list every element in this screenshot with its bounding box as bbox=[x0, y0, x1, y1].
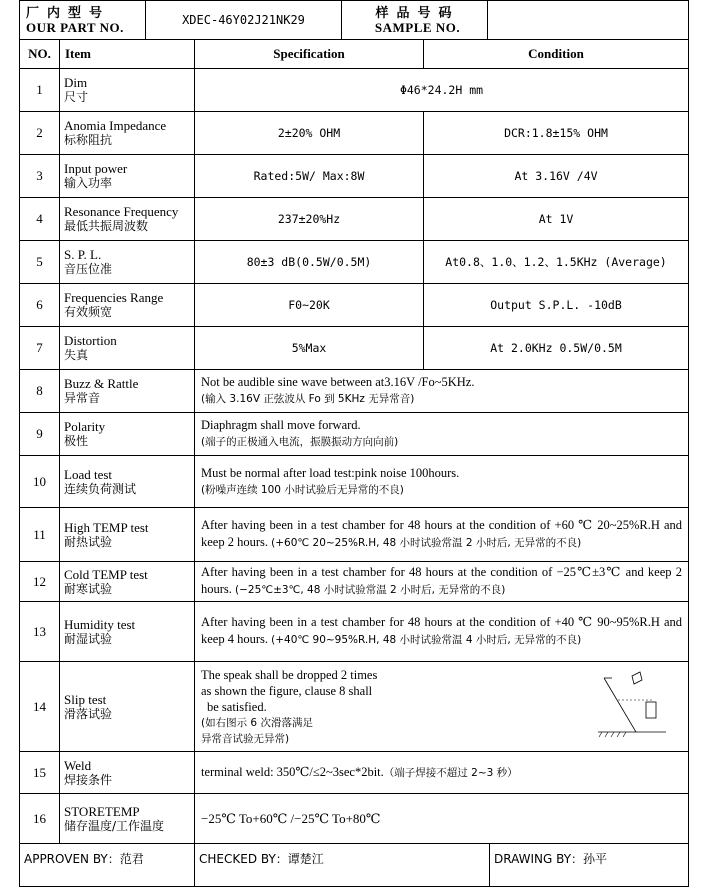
row-item bbox=[60, 602, 195, 662]
sample-no-label-zh: 样品号码 bbox=[375, 5, 460, 20]
row-item bbox=[60, 241, 195, 284]
spec-table bbox=[19, 39, 689, 844]
row-condition: At 2.0KHz 0.5W/0.5M bbox=[424, 327, 689, 370]
row-spec: 2±20% OHM bbox=[195, 112, 424, 155]
item-zh: 耐湿试验 bbox=[64, 631, 113, 646]
item-zh: 音压位准 bbox=[64, 262, 113, 276]
table-row bbox=[20, 198, 689, 241]
row-description bbox=[195, 752, 689, 794]
row-description bbox=[195, 370, 689, 413]
item-en: STORETEMP bbox=[64, 803, 140, 819]
row-item bbox=[60, 752, 195, 794]
row-description bbox=[195, 508, 689, 562]
item-en: Frequencies Range bbox=[64, 290, 164, 305]
table-row bbox=[20, 327, 689, 370]
row-item bbox=[60, 456, 195, 508]
col-condition: Condition bbox=[424, 40, 689, 69]
row-item bbox=[60, 508, 195, 562]
row-spec: 237±20%Hz bbox=[195, 198, 424, 241]
table-row bbox=[20, 456, 689, 508]
table-row bbox=[20, 112, 689, 155]
row-description bbox=[195, 456, 689, 508]
row-item bbox=[60, 327, 195, 370]
col-item: Item bbox=[60, 40, 195, 69]
table-row bbox=[20, 562, 689, 602]
item-en: Resonance Frequency bbox=[64, 204, 179, 219]
row-no: 9 bbox=[20, 413, 60, 456]
row-no: 6 bbox=[20, 284, 60, 327]
table-row bbox=[20, 752, 689, 794]
item-en: Weld bbox=[64, 757, 92, 773]
item-zh: 连续负荷测试 bbox=[64, 481, 137, 496]
row-description bbox=[195, 562, 689, 602]
approved-by: APPROVEN BY：范君 bbox=[20, 844, 195, 887]
table-row bbox=[20, 508, 689, 562]
row-condition: At0.8、1.0、1.2、1.5KHz (Average) bbox=[424, 241, 689, 284]
sample-no-label bbox=[342, 1, 488, 40]
item-en: Load test bbox=[64, 466, 113, 482]
part-no-value: XDEC-46Y02J21NK29 bbox=[146, 1, 342, 40]
row-spec: 5%Max bbox=[195, 327, 424, 370]
item-zh: 耐热试验 bbox=[64, 534, 113, 549]
desc-zh: (+60℃ 20~25%R.H, 48 小时试验常温 2 小时后, 无异常的不良) bbox=[271, 537, 582, 549]
table-row bbox=[20, 370, 689, 413]
spec-sheet bbox=[19, 0, 688, 873]
desc-zh: (输入 3.16V 正弦波从 Fo 到 5KHz 无异常音) bbox=[201, 393, 415, 405]
desc-en-line: The speak shall be dropped 2 times bbox=[201, 667, 378, 682]
item-en: Distortion bbox=[64, 333, 117, 348]
row-item bbox=[60, 155, 195, 198]
desc-en: After having been in a test chamber for 48 hours at the condition of +40 ℃ 90~95%R.H and keep 4 hours. bbox=[201, 615, 682, 646]
row-no: 3 bbox=[20, 155, 60, 198]
row-condition: Output S.P.L. -10dB bbox=[424, 284, 689, 327]
row-no: 10 bbox=[20, 456, 60, 508]
footer-table bbox=[19, 843, 689, 887]
table-row bbox=[20, 413, 689, 456]
item-en: Buzz & Rattle bbox=[64, 376, 139, 391]
desc-en: Not be audible sine wave between at3.16V /Fo~5KHz. bbox=[201, 375, 475, 389]
desc-en-line: as shown the figure, clause 8 shall bbox=[201, 683, 373, 698]
item-en: Cold TEMP test bbox=[64, 566, 148, 582]
item-en: Polarity bbox=[64, 419, 106, 434]
part-no-label bbox=[20, 1, 146, 40]
item-zh: 最低共振周波数 bbox=[64, 219, 149, 233]
desc-zh: (粉噪声连续 100 小时试验后无异常的不良) bbox=[201, 483, 404, 496]
row-item bbox=[60, 112, 195, 155]
row-item bbox=[60, 370, 195, 413]
desc-zh: (端子的正极通入电流，振膜振动方向向前) bbox=[201, 436, 399, 448]
row-no: 5 bbox=[20, 241, 60, 284]
part-no-label-zh: 厂内型号 bbox=[26, 5, 111, 20]
item-zh: 极性 bbox=[64, 434, 89, 448]
column-header-row bbox=[20, 40, 689, 69]
row-description bbox=[195, 602, 689, 662]
row-no: 2 bbox=[20, 112, 60, 155]
row-no: 16 bbox=[20, 794, 60, 844]
item-en: Anomia Impedance bbox=[64, 118, 167, 133]
table-row bbox=[20, 794, 689, 844]
row-spec: Φ46*24.2H mm bbox=[195, 69, 689, 112]
part-no-label-en: OUR PART NO. bbox=[26, 20, 124, 35]
row-no: 12 bbox=[20, 562, 60, 602]
row-no: 4 bbox=[20, 198, 60, 241]
item-zh: 有效频宽 bbox=[64, 305, 113, 319]
item-en: Slip test bbox=[64, 691, 107, 707]
row-item bbox=[60, 662, 195, 752]
col-spec: Specification bbox=[195, 40, 424, 69]
item-zh: 尺寸 bbox=[64, 90, 89, 104]
item-zh: 滑落试验 bbox=[64, 706, 113, 721]
sample-no-label-en: SAMPLE NO. bbox=[374, 20, 461, 35]
row-item bbox=[60, 198, 195, 241]
item-zh: 耐寒试验 bbox=[64, 581, 113, 596]
item-zh: 标称阻抗 bbox=[64, 133, 113, 147]
table-row bbox=[20, 662, 689, 752]
item-en: Dim bbox=[64, 75, 88, 90]
row-no: 13 bbox=[20, 602, 60, 662]
drawing-by: DRAWING BY：孙平 bbox=[490, 844, 689, 887]
item-zh: 失真 bbox=[64, 348, 89, 362]
desc-en: After having been in a test chamber for 48 hours at the condition of −25℃±3℃ and keep 2 hours. bbox=[201, 565, 682, 596]
row-no: 8 bbox=[20, 370, 60, 413]
desc-zh: (−25℃±3℃, 48 小时试验常温 2 小时后, 无异常的不良) bbox=[235, 584, 506, 596]
desc-en: Diaphragm shall move forward. bbox=[201, 418, 361, 432]
checked-by: CHECKED BY：谭楚江 bbox=[195, 844, 490, 887]
item-zh: 焊接条件 bbox=[64, 772, 113, 787]
row-spec: Rated:5W/ Max:8W bbox=[195, 155, 424, 198]
row-item bbox=[60, 562, 195, 602]
row-spec: 80±3 dB(0.5W/0.5M) bbox=[195, 241, 424, 284]
item-zh: 异常音 bbox=[64, 391, 101, 405]
col-no: NO. bbox=[20, 40, 60, 69]
row-item bbox=[60, 284, 195, 327]
table-row bbox=[20, 69, 689, 112]
row-condition: DCR:1.8±15% OHM bbox=[424, 112, 689, 155]
desc-en: terminal weld: 350℃/≤2~3sec*2bit. bbox=[201, 764, 384, 779]
item-en: High TEMP test bbox=[64, 519, 149, 535]
row-no: 7 bbox=[20, 327, 60, 370]
row-item bbox=[60, 69, 195, 112]
desc-en-line: be satisfied. bbox=[207, 699, 267, 714]
row-no: 15 bbox=[20, 752, 60, 794]
item-en: S. P. L. bbox=[64, 247, 102, 262]
table-row bbox=[20, 155, 689, 198]
desc-zh-line: (如右图示 6 次滑落满足 bbox=[201, 716, 313, 729]
row-description bbox=[195, 413, 689, 456]
desc-en: Must be normal after load test:pink noise 100hours. bbox=[201, 465, 460, 480]
row-spec: F0~20K bbox=[195, 284, 424, 327]
slip-test-figure bbox=[598, 670, 668, 742]
table-row bbox=[20, 602, 689, 662]
item-zh: 输入功率 bbox=[64, 176, 113, 190]
desc-en: −25℃ To+60℃ /−25℃ To+80℃ bbox=[201, 811, 381, 826]
item-en: Input power bbox=[64, 161, 128, 176]
desc-zh-line: 异常音试验无异常) bbox=[201, 732, 290, 745]
header-table bbox=[19, 0, 689, 40]
row-condition: At 3.16V /4V bbox=[424, 155, 689, 198]
table-row bbox=[20, 284, 689, 327]
row-condition: At 1V bbox=[424, 198, 689, 241]
desc-zh: （端子焊接不超过 2~3 秒） bbox=[383, 766, 518, 779]
desc-zh: (+40℃ 90~95%R.H, 48 小时试验常温 4 小时后, 无异常的不良) bbox=[271, 634, 582, 646]
row-description bbox=[195, 662, 689, 752]
row-item bbox=[60, 413, 195, 456]
row-no: 1 bbox=[20, 69, 60, 112]
row-no: 11 bbox=[20, 508, 60, 562]
desc-en: After having been in a test chamber for 48 hours at the condition of +60 ℃ 20~25%R.H and keep 2 hours. bbox=[201, 518, 682, 549]
item-en: Humidity test bbox=[64, 616, 136, 632]
row-description bbox=[195, 794, 689, 844]
table-row bbox=[20, 241, 689, 284]
item-zh: 储存温度/工作温度 bbox=[64, 818, 165, 833]
row-no: 14 bbox=[20, 662, 60, 752]
sample-no-value bbox=[488, 1, 689, 40]
row-item bbox=[60, 794, 195, 844]
